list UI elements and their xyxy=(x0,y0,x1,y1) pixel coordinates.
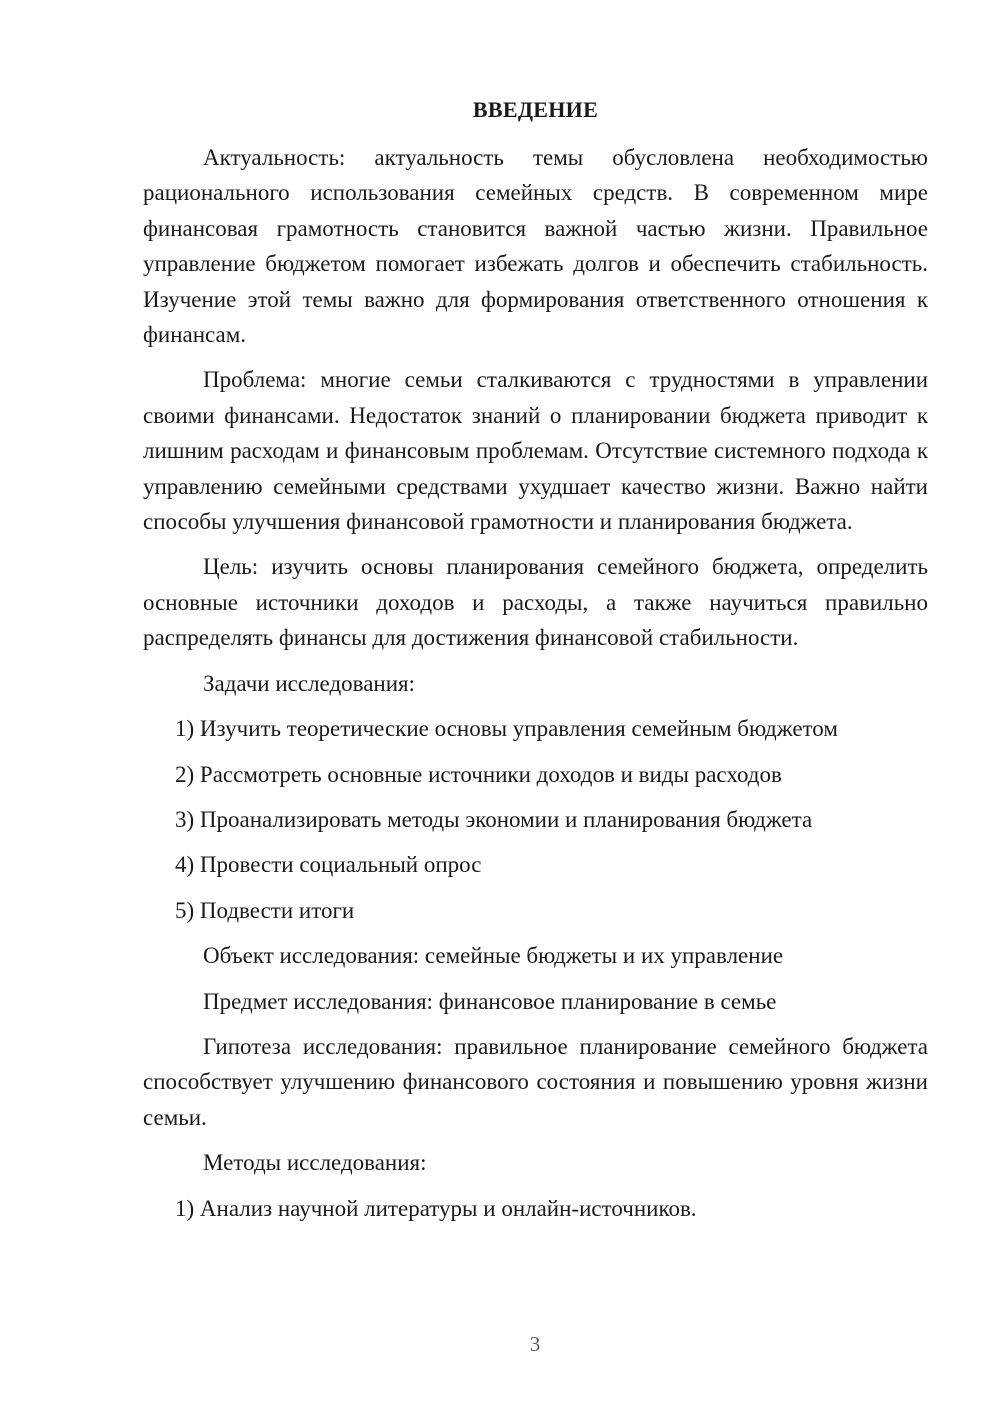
relevance-paragraph: Актуальность: актуальность темы обусловлена необходимостью рационального использования семейных средств. В современном мире финансовая грамотность становится важной частью жизни. Правильное управление бюджетом помогает избежать долгов и обеспечить стабильность. Изучение этой темы важно для формирования ответственного отношения к финансам. xyxy=(143,145,928,348)
tasks-title: Задачи исследования: xyxy=(203,670,416,696)
task-item-4: 4) Провести социальный опрос xyxy=(175,852,482,878)
task-item-2: 2) Рассмотреть основные источники доходов и виды расходов xyxy=(175,761,782,787)
object-line: Объект исследования: семейные бюджеты и их управление xyxy=(203,943,784,969)
method-item-1: 1) Анализ научной литературы и онлайн-источников. xyxy=(175,1195,697,1221)
page-number: 3 xyxy=(529,1332,541,1356)
hypothesis-paragraph: Гипотеза исследования: правильное планирование семейного бюджета способствует улучшению финансового состояния и повышению уровня жизни семьи. xyxy=(143,1033,928,1130)
task-item-5: 5) Подвести итоги xyxy=(175,897,355,923)
goal-paragraph: Цель: изучить основы планирования семейного бюджета, определить основные источники доходов и расходы, а также научиться правильно распределять финансы для достижения финансовой стабильности. xyxy=(143,554,928,651)
document-page xyxy=(143,96,928,1226)
subject-line: Предмет исследования: финансовое планирование в семье xyxy=(203,988,777,1014)
document-heading: ВВЕДЕНИЕ xyxy=(472,97,599,122)
problem-paragraph: Проблема: многие семьи сталкиваются с трудностями в управлении своими финансами. Недостаток знаний о планировании бюджета приводит к лишним расходам и финансовым проблемам. Отсутствие системного подхода к управлению семейными средствами ухудшает качество жизни. Важно найти способы улучшения финансовой грамотности и планирования бюджета. xyxy=(143,367,928,535)
task-item-1: 1) Изучить теоретические основы управления семейным бюджетом xyxy=(175,716,838,742)
methods-title: Методы исследования: xyxy=(203,1150,427,1176)
task-item-3: 3) Проанализировать методы экономии и планирования бюджета xyxy=(175,806,813,832)
